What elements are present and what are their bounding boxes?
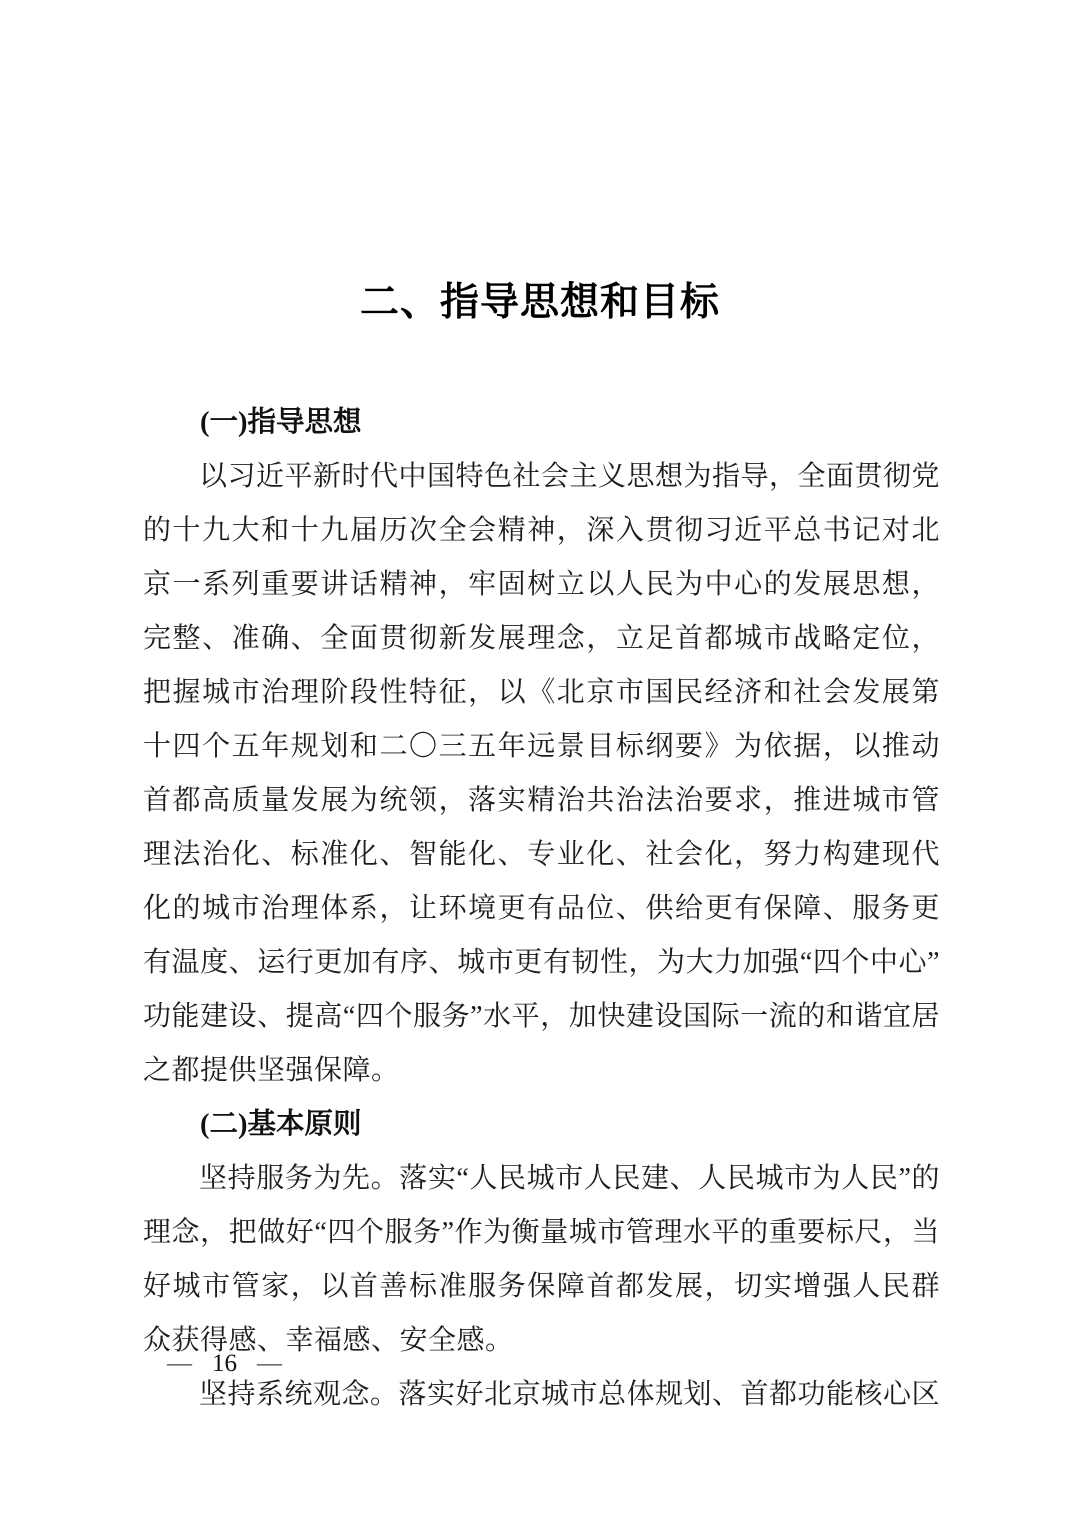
document-body	[143, 396, 940, 1422]
page-number: 16	[212, 1350, 237, 1377]
paragraph-service-first: 坚持服务为先。落实“人民城市人民建、人民城市为人民”的理念，把做好“四个服务”作为衡量城市管理水平的重要标尺，当好城市管家，以首善标准服务保障首都发展，切实增强人民群众获得感、幸福感、安全感。	[143, 1163, 940, 1356]
page-title: 二、指导思想和目标	[359, 281, 720, 324]
section-heading-basic-principles: (二)基本原则	[200, 1109, 362, 1140]
paragraph-system-concept-truncated: 坚持系统观念。落实好北京城市总体规划、首都功能核心区	[199, 1379, 941, 1410]
footer-left-dash: —	[167, 1350, 192, 1377]
section-heading-guiding-ideology: (一)指导思想	[200, 407, 362, 438]
footer-right-dash: —	[257, 1350, 282, 1377]
page-footer	[167, 1350, 282, 1378]
paragraph-guiding-ideology: 以习近平新时代中国特色社会主义思想为指导，全面贯彻党的十九大和十九届历次全会精神，深入贯彻习近平总书记对北京一系列重要讲话精神，牢固树立以人民为中心的发展思想，完整、准确、全面贯彻新发展理念，立足首都城市战略定位，把握城市治理阶段性特征，以《北京市国民经济和社会发展第十四个五年规划和二〇三五年远景目标纲要》为依据，以推动首都高质量发展为统领，落实精治共治法治要求，推进城市管理法治化、标准化、智能化、专业化、社会化，努力构建现代化的城市治理体系，让环境更有品位、供给更有保障、服务更有温度、运行更加有序、城市更有韧性，为大力加强“四个中心”功能建设、提高“四个服务”水平，加快建设国际一流的和谐宜居之都提供坚强保障。	[143, 461, 941, 1086]
